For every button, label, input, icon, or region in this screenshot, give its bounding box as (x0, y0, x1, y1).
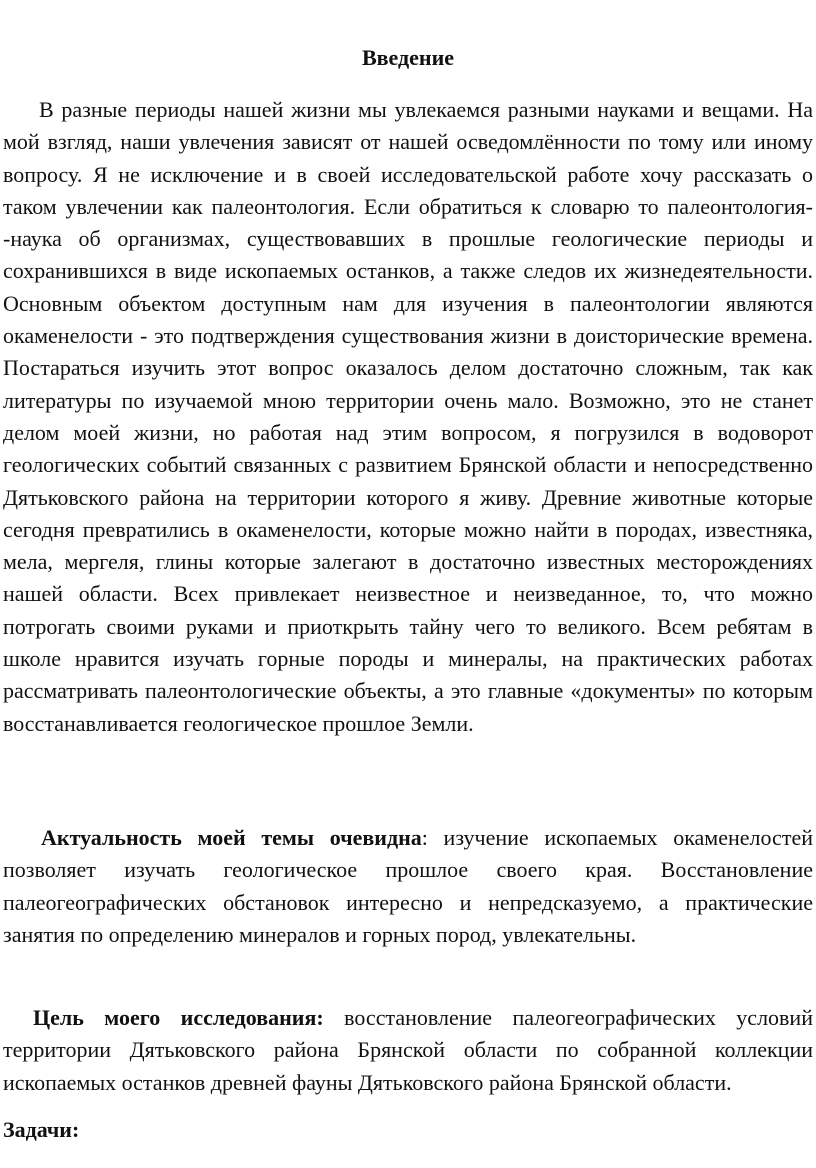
goal-paragraph (3, 1002, 813, 1099)
intro-paragraph: В разные периоды нашей жизни мы увлекаемся разными науками и вещами. На мой взгляд, наши увлечения зависят от нашей осведомлённости по тому или иному вопросу. Я не исключение и в своей исследовательской работе хочу рассказать о таком увлечении как палеонтология. Если обратиться к словарю то палеонтология- -наука об организмах, существовавших в прошлые геологические периоды и сохранившихся в виде ископаемых останков, а также следов их жизнедеятельности. Основным объектом доступным нам для изучения в палеонтологии являются окаменелости - это подтверждения существования жизни в доисторические времена. Постараться изучить этот вопрос оказалось делом достаточно сложным, так как литературы по изучаемой мною территории очень мало. Возможно, это не станет делом моей жизни, но работая над этим вопросом, я погрузился в водоворот геологических событий связанных с развитием Брянской области и непосредственно Дятьковского района на территории которого я живу. Древние животные которые сегодня превратились в окаменелости, которые можно найти в породах, известняка, мела, мергеля, глины которые залегают в достаточно известных месторождениях нашей области. Всех привлекает неизвестное и неизведанное, то, что можно потрогать своими руками и приоткрыть тайну чего то великого. Всем ребятам в школе нравится изучать горные породы и минералы, на практических работах рассматривать палеонтологические объекты, а это главные «документы» по которым восстанавливается геологическое прошлое Земли. (3, 97, 813, 736)
tasks-heading (3, 1114, 813, 1146)
relevance-paragraph (3, 822, 813, 951)
goal-label: Цель моего исследования: (33, 1005, 324, 1030)
page-title: Введение (361, 45, 455, 70)
relevance-text: : изучение ископаемых окаменелостей позволяет изучать геологическое прошлое своего края. Восстановление палеогеографических обстановок интересно и непредсказуемо, а практические занятия по определению минералов и горных пород, увлекательны. (3, 825, 813, 947)
goal-text: восстановление палеогеографических условий территории Дятьковского района Брянской области по собранной коллекции ископаемых останков древней фауны Дятьковского района Брянской области. (3, 1005, 813, 1095)
relevance-label: Актуальность моей темы очевидна (41, 825, 422, 850)
tasks-heading-label: Задачи: (3, 1117, 80, 1142)
